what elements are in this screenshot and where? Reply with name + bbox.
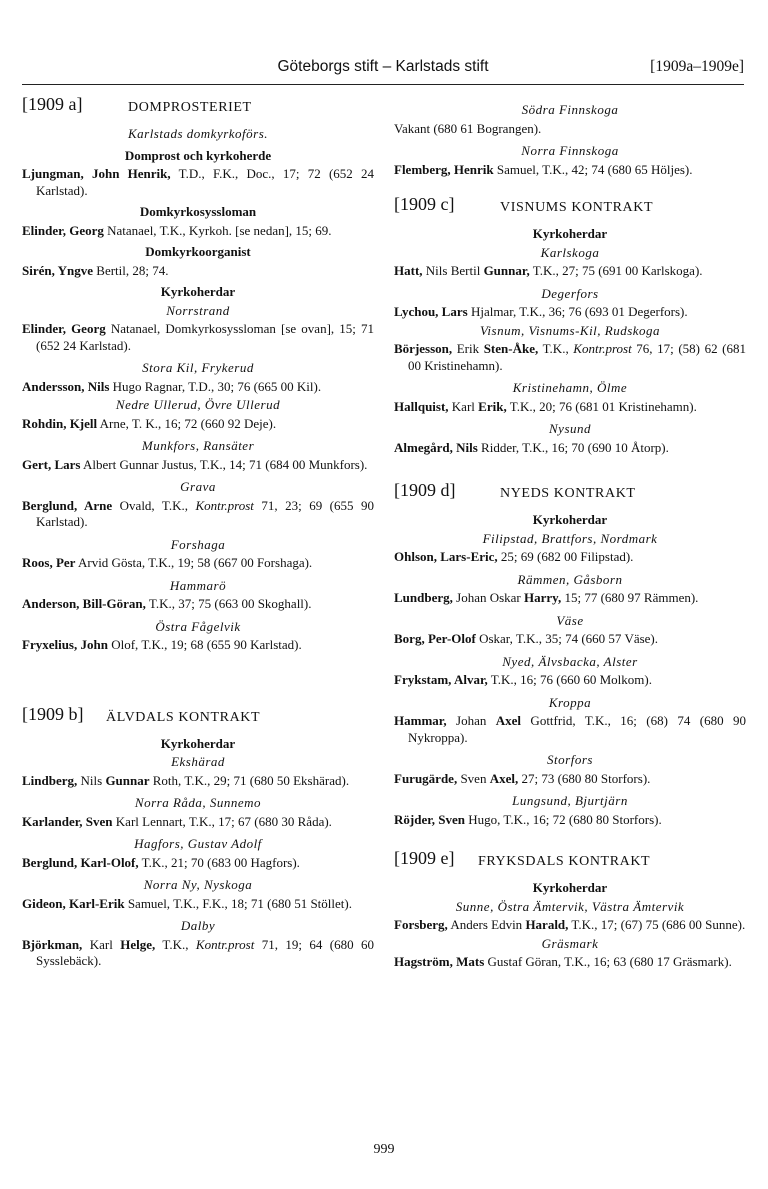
parish-name: Grava [180, 479, 216, 494]
parish-name: Gräsmark [541, 935, 599, 951]
role-heading: Domkyrkoorganist [145, 244, 251, 259]
role-heading: Domkyrkosyssloman [139, 204, 257, 219]
page-number: 999 [373, 1142, 395, 1157]
list-item: Hagström, Mats Gustaf Göran, T.K., 16; 63 (680 17 Gräsmark). [394, 954, 732, 969]
section-title: DOMPROSTERIET [128, 100, 252, 115]
parish-name: Visnum, Visnums-Kil, Rudskoga [479, 322, 661, 338]
list-item: Ohlson, Lars-Eric, 25; 69 (682 00 Filipstad). [394, 549, 634, 564]
section-heading [22, 703, 374, 732]
parish-name: Norra Råda, Sunnemo [134, 795, 262, 810]
list-item: Elinder, Georg Natanael, T.K., Kyrkoh. [se nedan], 15; 69. [22, 222, 332, 238]
section-heading [394, 848, 746, 876]
section-title: VISNUMS KONTRAKT [500, 200, 654, 215]
list-item: Borg, Per-Olof Oskar, T.K., 35; 74 (660 57 Väse). [394, 631, 659, 646]
parish-name: Sunne, Östra Ämtervik, Västra Ämtervik [455, 898, 685, 914]
list-item: Karlander, Sven Karl Lennart, T.K., 17; 67 (680 30 Råda). [22, 813, 332, 829]
parish-name: Filipstad, Brattfors, Nordmark [482, 530, 658, 546]
section-range: [1909a–1909e] [650, 58, 744, 75]
section-code: [1909 a] [22, 94, 83, 114]
role-heading: Kyrkoherdar [532, 512, 608, 527]
list-item: Andersson, Nils Hugo Ragnar, T.D., 30; 76 (665 00 Kil). [22, 378, 322, 394]
role-heading: Kyrkoherdar [532, 880, 608, 895]
list-item: Hallquist, Karl Erik, T.K., 20; 76 (681 01 Kristinehamn). [394, 398, 697, 414]
role-heading: Kyrkoherdar [160, 735, 236, 751]
parish-name: Dalby [180, 918, 216, 933]
list-item: Elinder, Georg Natanael, Domkyrkosyssloman [se ovan], 15; 71 (652 24 Karlstad). [22, 321, 375, 353]
list-item: Roos, Per Arvid Gösta, T.K., 19; 58 (667 00 Forshaga). [22, 555, 313, 570]
list-item: Berglund, Karl-Olof, T.K., 21; 70 (683 00 Hagfors). [22, 854, 300, 870]
list-item: Vakant (680 61 Bograngen). [394, 120, 542, 136]
parish-name: Storfors [547, 752, 593, 767]
parish-name: Norrstrand [166, 302, 230, 318]
list-item: Anderson, Bill-Göran, T.K., 37; 75 (663 00 Skoghall). [22, 596, 312, 611]
parish-name: Kroppa [548, 694, 592, 710]
header-rule [22, 84, 744, 85]
section-heading [22, 94, 374, 122]
parish-name: Södra Finnskoga [521, 102, 619, 117]
list-item: Fryxelius, John Olof, T.K., 19; 68 (655 90 Karlstad). [22, 637, 302, 652]
section-code: [1909 e] [394, 848, 455, 868]
list-item: Röjder, Sven Hugo, T.K., 16; 72 (680 80 Storfors). [394, 811, 662, 827]
parish-name: Forshaga [170, 536, 226, 552]
parish-name: Östra Fågelvik [155, 618, 241, 634]
parish-name: Karlstads domkyrkoförs. [127, 126, 269, 141]
list-item: Ljungman, John Henrik, T.D., F.K., Doc., 17; 72 (652 24 Karlstad). [22, 166, 375, 198]
parish-name: Lungsund, Bjurtjärn [512, 793, 628, 808]
list-item: Frykstam, Alvar, T.K., 16; 76 (660 60 Molkom). [394, 672, 652, 687]
parish-name: Degerfors [541, 285, 599, 301]
parish-name: Munkfors, Ransäter [141, 438, 255, 453]
section-title: NYEDS KONTRAKT [500, 486, 636, 501]
list-item: Gideon, Karl-Erik Samuel, T.K., F.K., 18; 71 (680 51 Stöllet). [22, 895, 352, 911]
list-item: Hatt, Nils Bertil Gunnar, T.K., 27; 75 (691 00 Karlskoga). [394, 263, 703, 278]
page-header [22, 56, 744, 82]
section-code: [1909 c] [394, 194, 455, 214]
parish-name: Nyed, Älvsbacka, Alster [502, 653, 638, 669]
list-item: Gert, Lars Albert Gunnar Justus, T.K., 14; 71 (684 00 Munkfors). [22, 456, 368, 472]
section-title: ÄLVDALS KONTRAKT [106, 709, 261, 725]
list-item: Berglund, Arne Ovald, T.K., Kontr.prost 71, 23; 69 (655 90 Karlstad). [22, 497, 374, 529]
section-heading [394, 194, 746, 222]
right-column [394, 98, 746, 971]
list-item: Flemberg, Henrik Samuel, T.K., 42; 74 (680 65 Höljes). [394, 161, 693, 177]
list-item: Sirén, Yngve Bertil, 28; 74. [22, 262, 169, 278]
list-item: Hammar, Johan Axel Gottfrid, T.K., 16; (68) 74 (680 90 Nykroppa). [394, 713, 746, 745]
parish-name: Norra Finnskoga [521, 143, 619, 158]
list-item: Furugärde, Sven Axel, 27; 73 (680 80 Storfors). [394, 770, 651, 786]
parish-name: Hagfors, Gustav Adolf [134, 836, 262, 851]
list-item: Björkman, Karl Helge, T.K., Kontr.prost 71, 19; 64 (680 60 Sysslebäck). [22, 936, 374, 968]
parish-name: Karlskoga [540, 244, 600, 260]
list-item: Börjesson, Erik Sten-Åke, T.K., Kontr.prost 76, 17; (58) 62 (681 00 Kristinehamn). [394, 341, 746, 373]
list-item: Lindberg, Nils Gunnar Roth, T.K., 29; 71 (680 50 Ekshärad). [22, 772, 350, 788]
list-item: Forsberg, Anders Edvin Harald, T.K., 17; (67) 75 (686 00 Sunne). [394, 917, 746, 932]
role-heading: Domprost och kyrkoherde [124, 147, 272, 163]
section-code: [1909 b] [22, 703, 84, 724]
list-item: Rohdin, Kjell Arne, T. K., 16; 72 (660 92 Deje). [22, 415, 277, 431]
list-item: Almegård, Nils Ridder, T.K., 16; 70 (690 10 Åtorp). [394, 439, 669, 455]
parish-name: Stora Kil, Frykerud [142, 360, 254, 375]
parish-name: Norra Ny, Nyskoga [143, 877, 253, 892]
list-item: Lundberg, Johan Oskar Harry, 15; 77 (680 97 Rämmen). [394, 590, 699, 605]
role-heading: Kyrkoherdar [160, 284, 236, 299]
parish-name: Väse [556, 612, 584, 628]
section-heading [394, 480, 746, 508]
section-title: FRYKSDALS KONTRAKT [478, 854, 651, 869]
parish-name: Nysund [549, 421, 591, 436]
left-column [22, 94, 375, 970]
parish-name: Rämmen, Gåsborn [517, 571, 623, 587]
running-title: Göteborgs stift – Karlstads stift [277, 58, 489, 75]
role-heading: Kyrkoherdar [532, 226, 608, 241]
parish-name: Nedre Ullerud, Övre Ullerud [115, 397, 281, 412]
parish-name: Ekshärad [171, 754, 225, 769]
section-code: [1909 d] [394, 480, 456, 500]
list-item: Lychou, Lars Hjalmar, T.K., 36; 76 (693 01 Degerfors). [394, 304, 688, 319]
parish-name: Hammarö [169, 577, 227, 593]
parish-name: Kristinehamn, Ölme [512, 380, 628, 395]
